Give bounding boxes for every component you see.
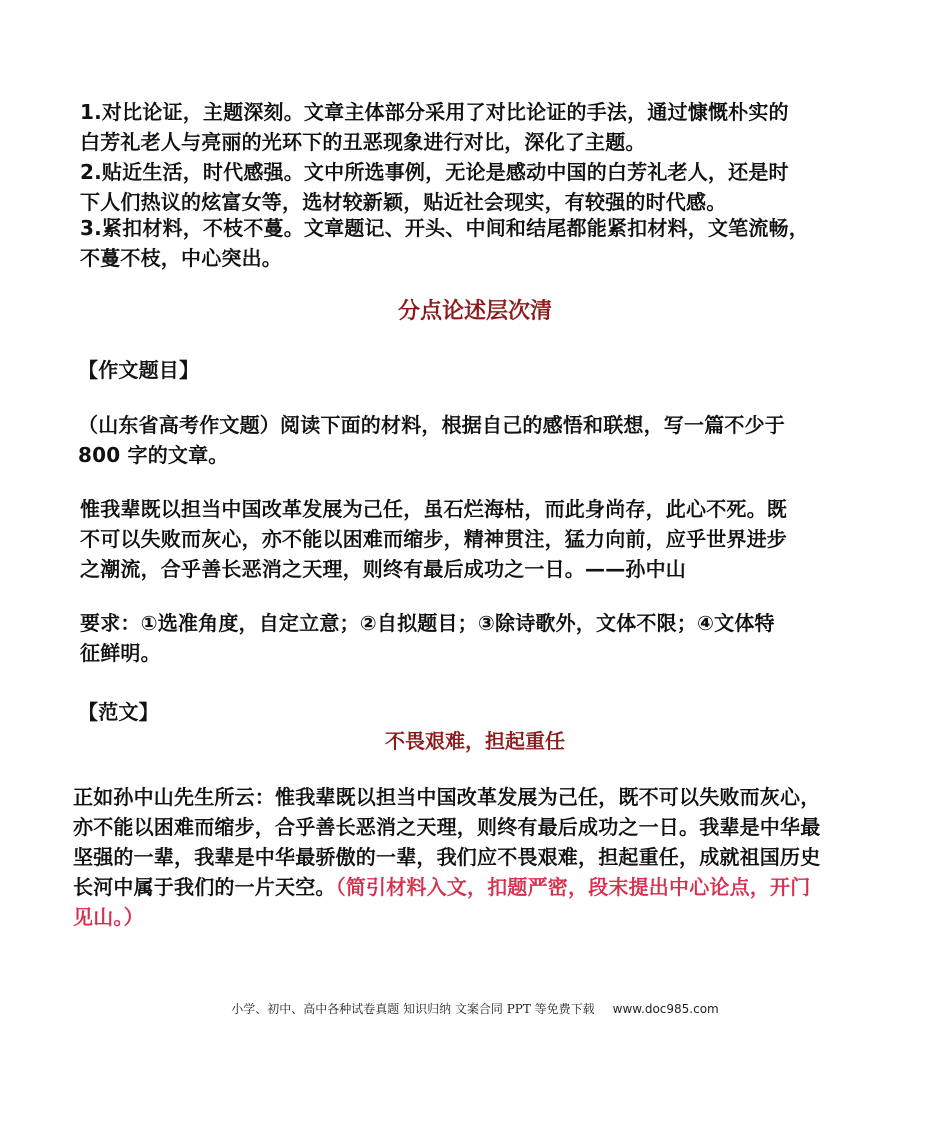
- topic-label: 【作文题目】: [78, 358, 200, 382]
- essay-title: 不畏艰难，担起重任: [385, 729, 565, 753]
- requirements: [80, 608, 875, 668]
- essay-comment-continued: 见山。）: [73, 905, 144, 929]
- point-3: [80, 213, 875, 273]
- essay-comment: （简引材料入文，扣题严密，段末提出中心论点，开门: [335, 875, 811, 899]
- essay-line-4: [73, 872, 883, 902]
- point-1: [80, 97, 875, 157]
- essay-line-4-text: 长河中属于我们的一片天空。: [73, 875, 336, 899]
- prompt: [78, 410, 873, 470]
- point-1-line-1: 1.对比论证，主题深刻。文章主体部分采用了对比论证的手法，通过慷慨朴实的: [80, 100, 789, 124]
- essay-line-1: 正如孙中山先生所云：惟我辈既以担当中国改革发展为己任，既不可以失败而灰心，: [73, 785, 821, 809]
- point-1-line-2: 白芳礼老人与亮丽的光环下的丑恶现象进行对比，深化了主题。: [80, 130, 646, 154]
- point-2: [80, 157, 875, 217]
- footer: [0, 1000, 950, 1017]
- sample-label: 【范文】: [78, 700, 159, 724]
- point-3-line-2: 不蔓不枝，中心突出。: [80, 246, 282, 270]
- material-line-3: 之潮流，合乎善长恶消之天理，则终有最后成功之一日。——孙中山: [80, 557, 686, 581]
- essay-line-3: 坚强的一辈，我辈是中华最骄傲的一辈，我们应不畏艰难，担起重任，成就祖国历史: [73, 845, 821, 869]
- prompt-line-1: （山东省高考作文题）阅读下面的材料，根据自己的感悟和联想，写一篇不少于: [78, 413, 785, 437]
- point-2-line-2: 下人们热议的炫富女等，选材较新颖，贴近社会现实，有较强的时代感。: [80, 190, 727, 214]
- footer-url[interactable]: www.doc985.com: [612, 1002, 719, 1016]
- essay-body: [73, 782, 883, 932]
- prompt-line-2: 800 字的文章。: [78, 443, 229, 467]
- point-3-line-1: 3.紧扣材料，不枝不蔓。文章题记、开头、中间和结尾都能紧扣材料，文笔流畅，: [80, 216, 809, 240]
- footer-text: 小学、初中、高中各种试卷真题 知识归纳 文案合同 PPT 等免费下载: [231, 1002, 595, 1016]
- requirements-line-1: 要求：①选准角度，自定立意；②自拟题目；③除诗歌外，文体不限；④文体特: [80, 611, 775, 635]
- point-2-line-1: 2.贴近生活，时代感强。文中所选事例，无论是感动中国的白芳礼老人，还是时: [80, 160, 789, 184]
- section-title: 分点论述层次清: [397, 299, 552, 324]
- material-line-1: 惟我辈既以担当中国改革发展为己任，虽石烂海枯，而此身尚存，此心不死。既: [80, 497, 787, 521]
- material-line-2: 不可以失败而灰心，亦不能以困难而缩步，精神贯注，猛力向前，应乎世界进步: [80, 527, 787, 551]
- requirements-line-2: 征鲜明。: [80, 641, 161, 665]
- material: [80, 494, 875, 584]
- essay-line-2: 亦不能以困难而缩步，合乎善长恶消之天理，则终有最后成功之一日。我辈是中华最: [73, 815, 821, 839]
